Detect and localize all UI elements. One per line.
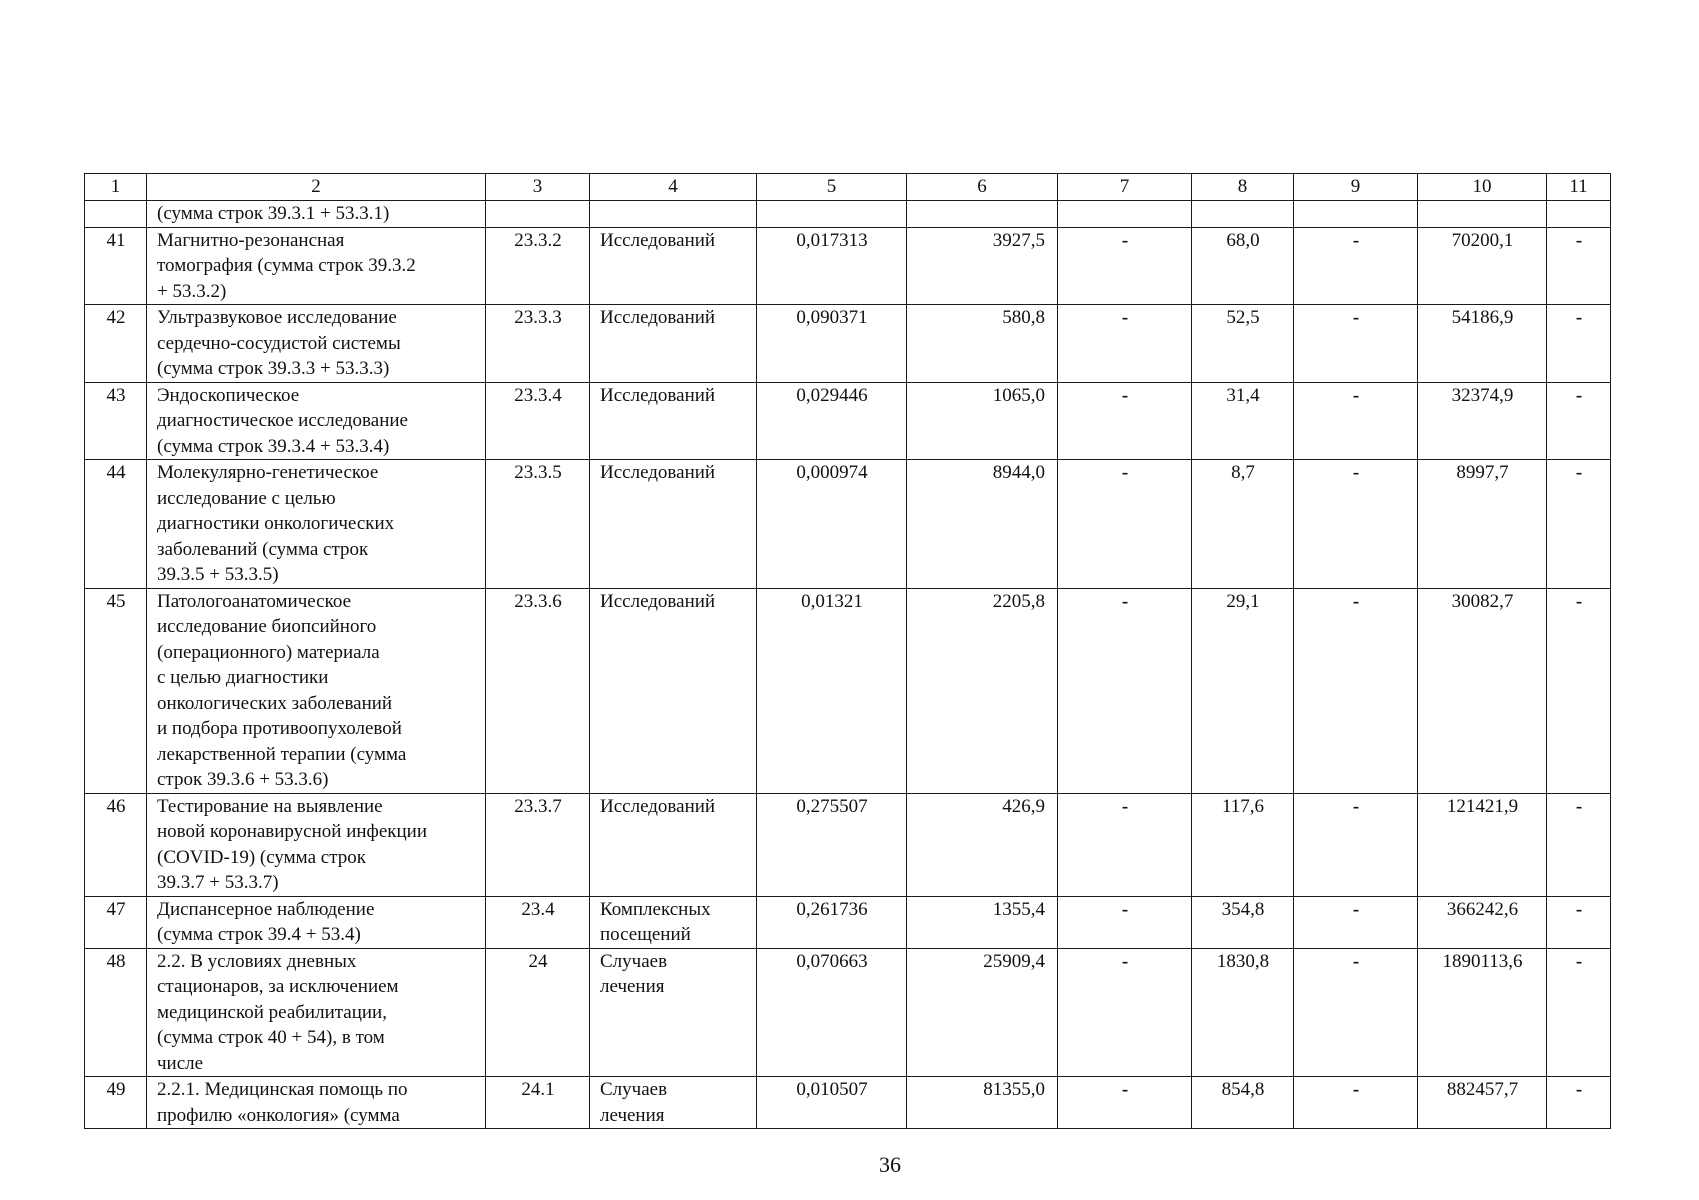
- empty-cell: [1294, 201, 1418, 228]
- col11-cell: -: [1547, 382, 1611, 460]
- col9-cell: -: [1294, 1077, 1418, 1129]
- col7-cell: -: [1058, 382, 1192, 460]
- col6-cell: 1065,0: [907, 382, 1058, 460]
- col9-cell: -: [1294, 305, 1418, 383]
- row-code-cell: 23.4: [486, 896, 590, 948]
- col9-cell: -: [1294, 948, 1418, 1077]
- col11-cell: -: [1547, 1077, 1611, 1129]
- header-cell: 8: [1192, 174, 1294, 201]
- row-number-cell: 46: [85, 793, 147, 896]
- row-name-cell: Патологоанатомическое исследование биопсийного (операционного) материала с целью диагностики онкологических заболеваний и подбора противоопухолевой лекарственной терапии (сумма строк 39.3.6 + 53.3.6): [147, 588, 486, 793]
- header-cell: 3: [486, 174, 590, 201]
- row-number-cell: 43: [85, 382, 147, 460]
- col5-cell: 0,275507: [757, 793, 907, 896]
- row-number-cell: 49: [85, 1077, 147, 1129]
- col8-cell: 29,1: [1192, 588, 1294, 793]
- header-cell: 5: [757, 174, 907, 201]
- row-code-cell: 24: [486, 948, 590, 1077]
- col8-cell: 31,4: [1192, 382, 1294, 460]
- empty-cell: [757, 201, 907, 228]
- table-row: [85, 948, 1611, 1077]
- row-code-cell: 24.1: [486, 1077, 590, 1129]
- col6-cell: 81355,0: [907, 1077, 1058, 1129]
- empty-cell: [1418, 201, 1547, 228]
- row-unit-cell: Исследований: [590, 588, 757, 793]
- col11-cell: -: [1547, 227, 1611, 305]
- row-number-cell: 41: [85, 227, 147, 305]
- empty-cell: [590, 201, 757, 228]
- col11-cell: -: [1547, 305, 1611, 383]
- header-cell: 10: [1418, 174, 1547, 201]
- col7-cell: -: [1058, 896, 1192, 948]
- row-name-cell: Эндоскопическое диагностическое исследование (сумма строк 39.3.4 + 53.3.4): [147, 382, 486, 460]
- col10-cell: 54186,9: [1418, 305, 1547, 383]
- row-number-cell: 48: [85, 948, 147, 1077]
- empty-cell: [907, 201, 1058, 228]
- col7-cell: -: [1058, 460, 1192, 589]
- row-unit-cell: Комплексных посещений: [590, 896, 757, 948]
- header-cell: 6: [907, 174, 1058, 201]
- continuation-row: [85, 201, 1611, 228]
- row-unit-cell: Исследований: [590, 793, 757, 896]
- col7-cell: -: [1058, 588, 1192, 793]
- col9-cell: -: [1294, 793, 1418, 896]
- col5-cell: 0,029446: [757, 382, 907, 460]
- col8-cell: 117,6: [1192, 793, 1294, 896]
- header-cell: 1: [85, 174, 147, 201]
- row-code-cell: 23.3.3: [486, 305, 590, 383]
- row-code-cell: 23.3.5: [486, 460, 590, 589]
- col8-cell: 52,5: [1192, 305, 1294, 383]
- row-unit-cell: Исследований: [590, 382, 757, 460]
- col6-cell: 580,8: [907, 305, 1058, 383]
- row-name-cell: Ультразвуковое исследование сердечно-сосудистой системы (сумма строк 39.3.3 + 53.3.3): [147, 305, 486, 383]
- row-name-cell: Магнитно-резонансная томография (сумма строк 39.3.2 + 53.3.2): [147, 227, 486, 305]
- table-row: [85, 896, 1611, 948]
- continuation-text: (сумма строк 39.3.1 + 53.3.1): [147, 201, 486, 228]
- data-table: [84, 173, 1611, 1129]
- row-name-cell: Тестирование на выявление новой коронавирусной инфекции (COVID-19) (сумма строк 39.3.7 + 53.3.7): [147, 793, 486, 896]
- header-cell: 9: [1294, 174, 1418, 201]
- empty-cell: [1547, 201, 1611, 228]
- empty-cell: [85, 201, 147, 228]
- col9-cell: -: [1294, 896, 1418, 948]
- col9-cell: -: [1294, 227, 1418, 305]
- col7-cell: -: [1058, 1077, 1192, 1129]
- empty-cell: [1058, 201, 1192, 228]
- row-name-cell: Диспансерное наблюдение (сумма строк 39.4 + 53.4): [147, 896, 486, 948]
- col8-cell: 1830,8: [1192, 948, 1294, 1077]
- row-number-cell: 42: [85, 305, 147, 383]
- table-row: [85, 227, 1611, 305]
- row-unit-cell: Исследований: [590, 305, 757, 383]
- row-unit-cell: Случаев лечения: [590, 1077, 757, 1129]
- row-number-cell: 44: [85, 460, 147, 589]
- row-unit-cell: Исследований: [590, 227, 757, 305]
- col11-cell: -: [1547, 793, 1611, 896]
- col9-cell: -: [1294, 588, 1418, 793]
- col8-cell: 354,8: [1192, 896, 1294, 948]
- table-row: [85, 1077, 1611, 1129]
- col5-cell: 0,017313: [757, 227, 907, 305]
- col10-cell: 70200,1: [1418, 227, 1547, 305]
- col7-cell: -: [1058, 305, 1192, 383]
- col10-cell: 366242,6: [1418, 896, 1547, 948]
- col10-cell: 8997,7: [1418, 460, 1547, 589]
- row-number-cell: 47: [85, 896, 147, 948]
- row-name-cell: Молекулярно-генетическое исследование с целью диагностики онкологических заболеваний (сумма строк 39.3.5 + 53.3.5): [147, 460, 486, 589]
- col6-cell: 3927,5: [907, 227, 1058, 305]
- table-row: [85, 382, 1611, 460]
- col10-cell: 882457,7: [1418, 1077, 1547, 1129]
- empty-cell: [1192, 201, 1294, 228]
- header-cell: 2: [147, 174, 486, 201]
- row-number-cell: 45: [85, 588, 147, 793]
- row-code-cell: 23.3.7: [486, 793, 590, 896]
- col6-cell: 426,9: [907, 793, 1058, 896]
- table-row: [85, 460, 1611, 589]
- col7-cell: -: [1058, 793, 1192, 896]
- col10-cell: 32374,9: [1418, 382, 1547, 460]
- col10-cell: 30082,7: [1418, 588, 1547, 793]
- col8-cell: 8,7: [1192, 460, 1294, 589]
- col8-cell: 854,8: [1192, 1077, 1294, 1129]
- col7-cell: -: [1058, 227, 1192, 305]
- col5-cell: 0,070663: [757, 948, 907, 1077]
- col11-cell: -: [1547, 896, 1611, 948]
- col5-cell: 0,010507: [757, 1077, 907, 1129]
- col5-cell: 0,090371: [757, 305, 907, 383]
- header-cell: 7: [1058, 174, 1192, 201]
- col5-cell: 0,01321: [757, 588, 907, 793]
- table-header-row: [85, 174, 1611, 201]
- col10-cell: 121421,9: [1418, 793, 1547, 896]
- row-name-cell: 2.2. В условиях дневных стационаров, за исключением медицинской реабилитации, (сумма строк 40 + 54), в том числе: [147, 948, 486, 1077]
- col7-cell: -: [1058, 948, 1192, 1077]
- row-name-cell: 2.2.1. Медицинская помощь по профилю «онкология» (сумма: [147, 1077, 486, 1129]
- row-unit-cell: Исследований: [590, 460, 757, 589]
- col5-cell: 0,261736: [757, 896, 907, 948]
- col11-cell: -: [1547, 460, 1611, 589]
- col6-cell: 8944,0: [907, 460, 1058, 589]
- col9-cell: -: [1294, 382, 1418, 460]
- empty-cell: [486, 201, 590, 228]
- col6-cell: 1355,4: [907, 896, 1058, 948]
- col11-cell: -: [1547, 588, 1611, 793]
- row-unit-cell: Случаев лечения: [590, 948, 757, 1077]
- page-number: 36: [879, 1152, 901, 1177]
- col10-cell: 1890113,6: [1418, 948, 1547, 1077]
- table-row: [85, 305, 1611, 383]
- col9-cell: -: [1294, 460, 1418, 589]
- col8-cell: 68,0: [1192, 227, 1294, 305]
- col6-cell: 25909,4: [907, 948, 1058, 1077]
- table-row: [85, 588, 1611, 793]
- header-cell: 4: [590, 174, 757, 201]
- col6-cell: 2205,8: [907, 588, 1058, 793]
- col11-cell: -: [1547, 948, 1611, 1077]
- col5-cell: 0,000974: [757, 460, 907, 589]
- table-row: [85, 793, 1611, 896]
- row-code-cell: 23.3.6: [486, 588, 590, 793]
- row-code-cell: 23.3.4: [486, 382, 590, 460]
- row-code-cell: 23.3.2: [486, 227, 590, 305]
- header-cell: 11: [1547, 174, 1611, 201]
